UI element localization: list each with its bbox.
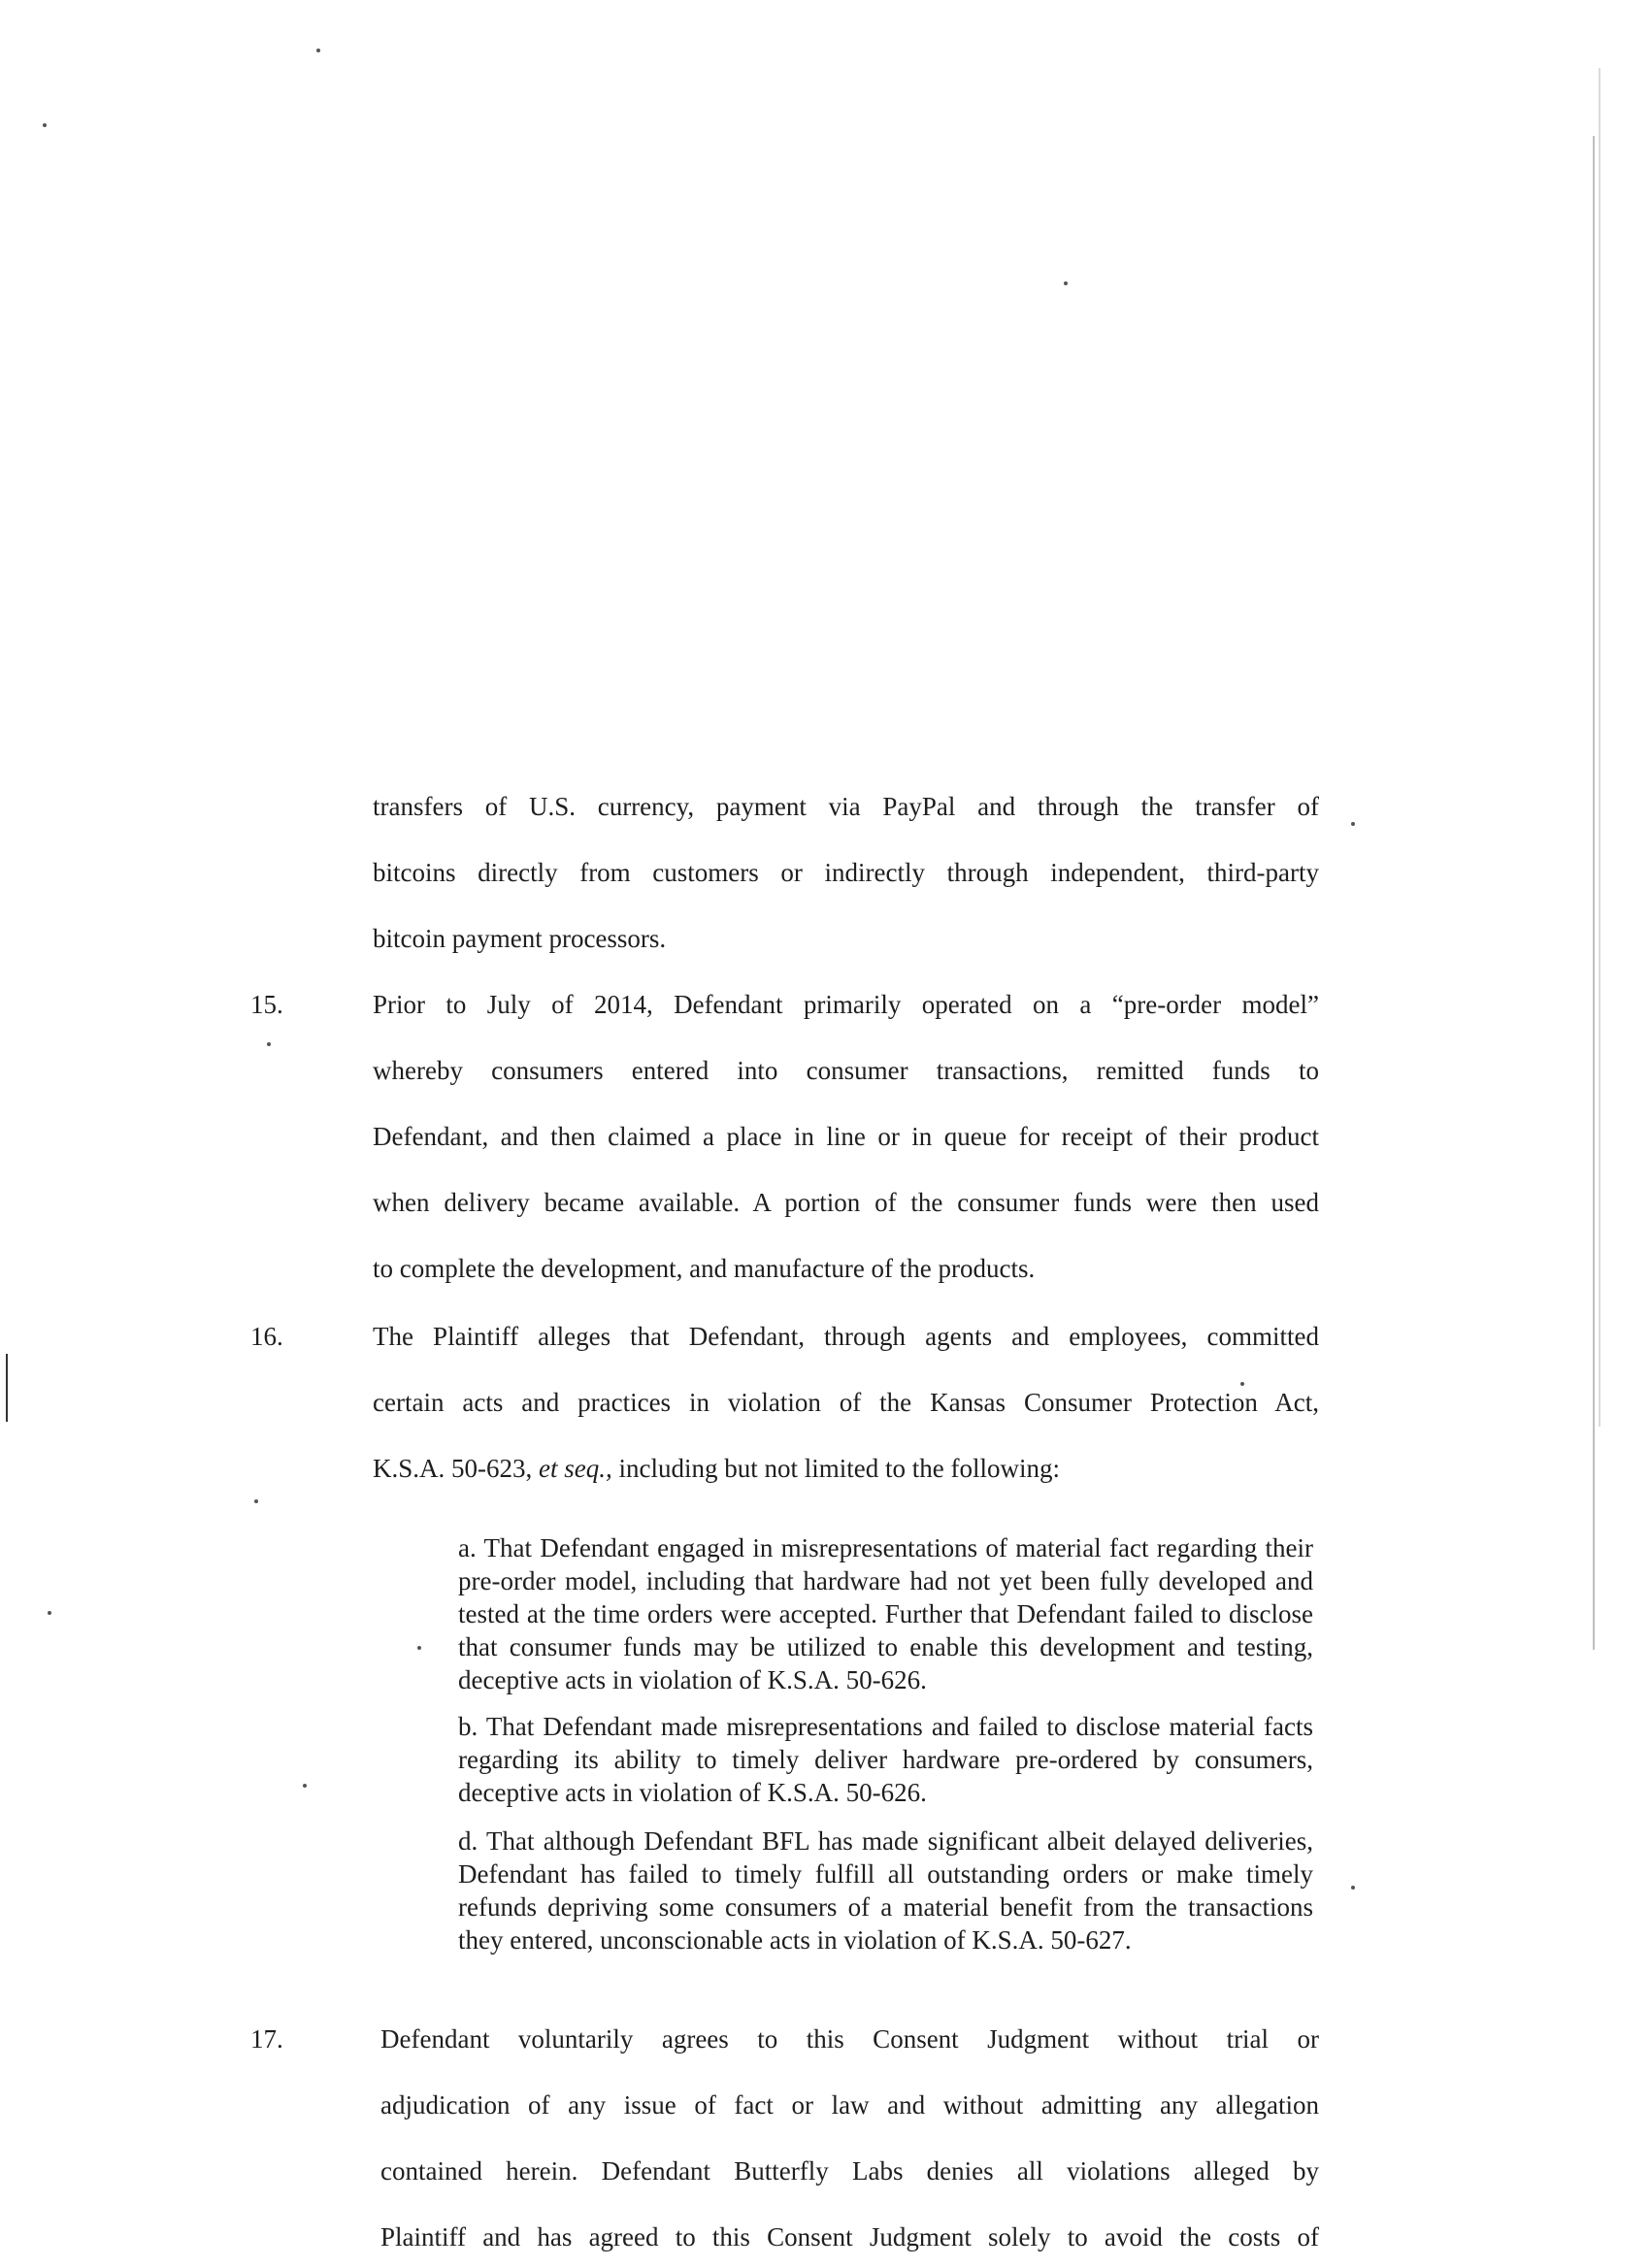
et-seq-italic: et seq., xyxy=(539,1454,612,1483)
scan-speck xyxy=(1064,281,1068,285)
scan-speck xyxy=(267,1042,271,1046)
paragraph-line: to complete the development, and manufacture of the products. xyxy=(373,1254,1036,1283)
paragraph-number: 16. xyxy=(250,1322,283,1351)
scan-speck xyxy=(43,123,47,127)
paragraph-line: whereby consumers entered into consumer transactions, remitted funds to xyxy=(373,1056,1319,1085)
paragraph-line: certain acts and practices in violation of the Kansas Consumer Protection Act, xyxy=(373,1388,1319,1417)
scan-speck xyxy=(254,1499,258,1503)
paragraph-line: when delivery became available. A portion of the consumer funds were then used xyxy=(373,1188,1319,1217)
statute-citation: K.S.A. 50-623, xyxy=(373,1454,540,1483)
scan-edge-mark xyxy=(6,1354,8,1422)
paragraph-line: Plaintiff and has agreed to this Consent Judgment solely to avoid the costs of xyxy=(380,2222,1319,2252)
paragraph-line xyxy=(373,1453,1060,1484)
paragraph-number: 15. xyxy=(250,990,283,1019)
paragraph-line: Prior to July of 2014, Defendant primarily operated on a “pre-order model” xyxy=(373,990,1319,1019)
scan-speck xyxy=(1351,822,1355,826)
scan-speck xyxy=(48,1611,51,1615)
paragraph-line: contained herein. Defendant Butterfly Labs denies all violations alleged by xyxy=(380,2156,1319,2186)
paragraph-line: Defendant voluntarily agrees to this Consent Judgment without trial or xyxy=(380,2024,1319,2054)
subparagraph-b: b. That Defendant made misrepresentations and failed to disclose material facts regarding its ability to timely deliver hardware pre-ordered by consumers, deceptive acts in violation of K.S.A. 50-626. xyxy=(458,1712,1313,1807)
paragraph-number: 17. xyxy=(250,2024,283,2054)
paragraph-line: Defendant, and then claimed a place in line or in queue for receipt of their product xyxy=(373,1122,1319,1151)
paragraph-line: The Plaintiff alleges that Defendant, through agents and employees, committed xyxy=(373,1322,1319,1351)
continuation-line: bitcoin payment processors. xyxy=(373,924,667,953)
paragraph-line-end: including but not limited to the following: xyxy=(611,1454,1060,1483)
scan-speck xyxy=(417,1646,421,1650)
scan-edge-line xyxy=(1599,68,1600,1427)
scan-edge-line xyxy=(1593,136,1595,1650)
scan-speck xyxy=(303,1784,307,1788)
scan-speck xyxy=(316,49,320,52)
scan-speck xyxy=(1351,1886,1355,1890)
subparagraph-a: a. That Defendant engaged in misrepresentations of material fact regarding their pre-order model, including that hardware had not yet been fully developed and tested at the time orders were accepted. Further that Defendant failed to disclose that consumer funds may be utilized to enable this development and testing, deceptive acts in violation of K.S.A. 50-626. xyxy=(458,1533,1313,1694)
continuation-line: bitcoins directly from customers or indirectly through independent, third-party xyxy=(373,858,1319,887)
scan-speck xyxy=(1240,1382,1244,1386)
subparagraph-d: d. That although Defendant BFL has made significant albeit delayed deliveries, Defendant has failed to timely fulfill all outstanding orders or make timely refunds depriving some consumers of a material benefit from the transactions they entered, unconscionable acts in violation of K.S.A. 50-627. xyxy=(458,1826,1313,1955)
paragraph-line: adjudication of any issue of fact or law and without admitting any allegation xyxy=(380,2090,1319,2120)
continuation-line: transfers of U.S. currency, payment via PayPal and through the transfer of xyxy=(373,792,1319,821)
